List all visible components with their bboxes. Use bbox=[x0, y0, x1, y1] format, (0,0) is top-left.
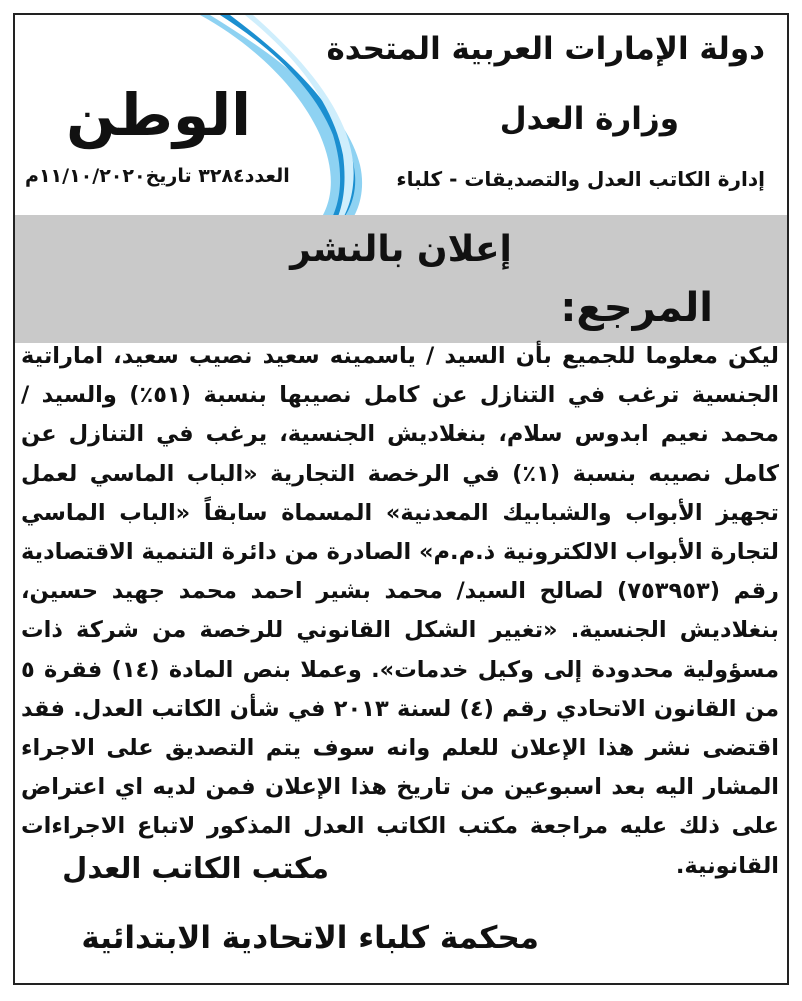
notice-title: إعلان بالنشر bbox=[290, 229, 512, 270]
newspaper-logo: الوطن bbox=[66, 81, 251, 149]
header bbox=[15, 15, 787, 227]
department-name: إدارة الكاتب العدل والتصديقات - كلباء bbox=[396, 167, 765, 191]
notice-frame bbox=[13, 13, 789, 985]
state-name: دولة الإمارات العربية المتحدة bbox=[326, 31, 765, 67]
issue-date: العدد٣٢٨٤ تاريخ١١/١٠/٢٠٢٠م bbox=[25, 165, 290, 187]
reference-label: المرجع: bbox=[560, 285, 713, 331]
ministry-name: وزارة العدل bbox=[499, 101, 679, 137]
notice-body: ليكن معلوما للجميع بأن السيد / ياسمينه سعيد نصيب سعيد، اماراتية الجنسية ترغب في التنازل عن كامل نصيبها بنسبة (٥١٪) والسيد / محمد نعيم ابدوس سلام، بنغلاديش الجنسية، يرغب في التنازل عن كامل نصيبه بنسبة (١٪) في الرخصة التجارية «الباب الماسي لعمل تجهيز الأبواب والشبابيك المعدنية» المسماة سابقاً «الباب الماسي لتجارة الأبواب الالكترونية ذ.م.م» الصادرة من دائرة التنمية الاقتصادية رقم (٧٥٣٩٥٣) لصالح السيد/ محمد بشير احمد محمد جهيد حسين، بنغلاديش الجنسية. «تغيير الشكل القانوني للرخصة من شركة ذات مسؤولية محدودة إلى وكيل خدمات». وعملا بنص المادة (١٤) فقرة ٥ من القانون الاتحادي رقم (٤) لسنة ٢٠١٣ في شأن الكاتب العدل. فقد اقتضى نشر هذا الإعلان للعلم وانه سوف يتم التصديق على الاجراء المشار اليه بعد اسبوعين من تاريخ هذا الإعلان فمن لديه اي اعتراض على ذلك عليه مراجعة مكتب الكاتب العدل المذكور لاتباع الاجراءات القانونية. bbox=[21, 343, 780, 879]
signature-office: مكتب الكاتب العدل bbox=[62, 851, 329, 885]
signature-court: محكمة كلباء الاتحادية الابتدائية bbox=[81, 920, 539, 956]
